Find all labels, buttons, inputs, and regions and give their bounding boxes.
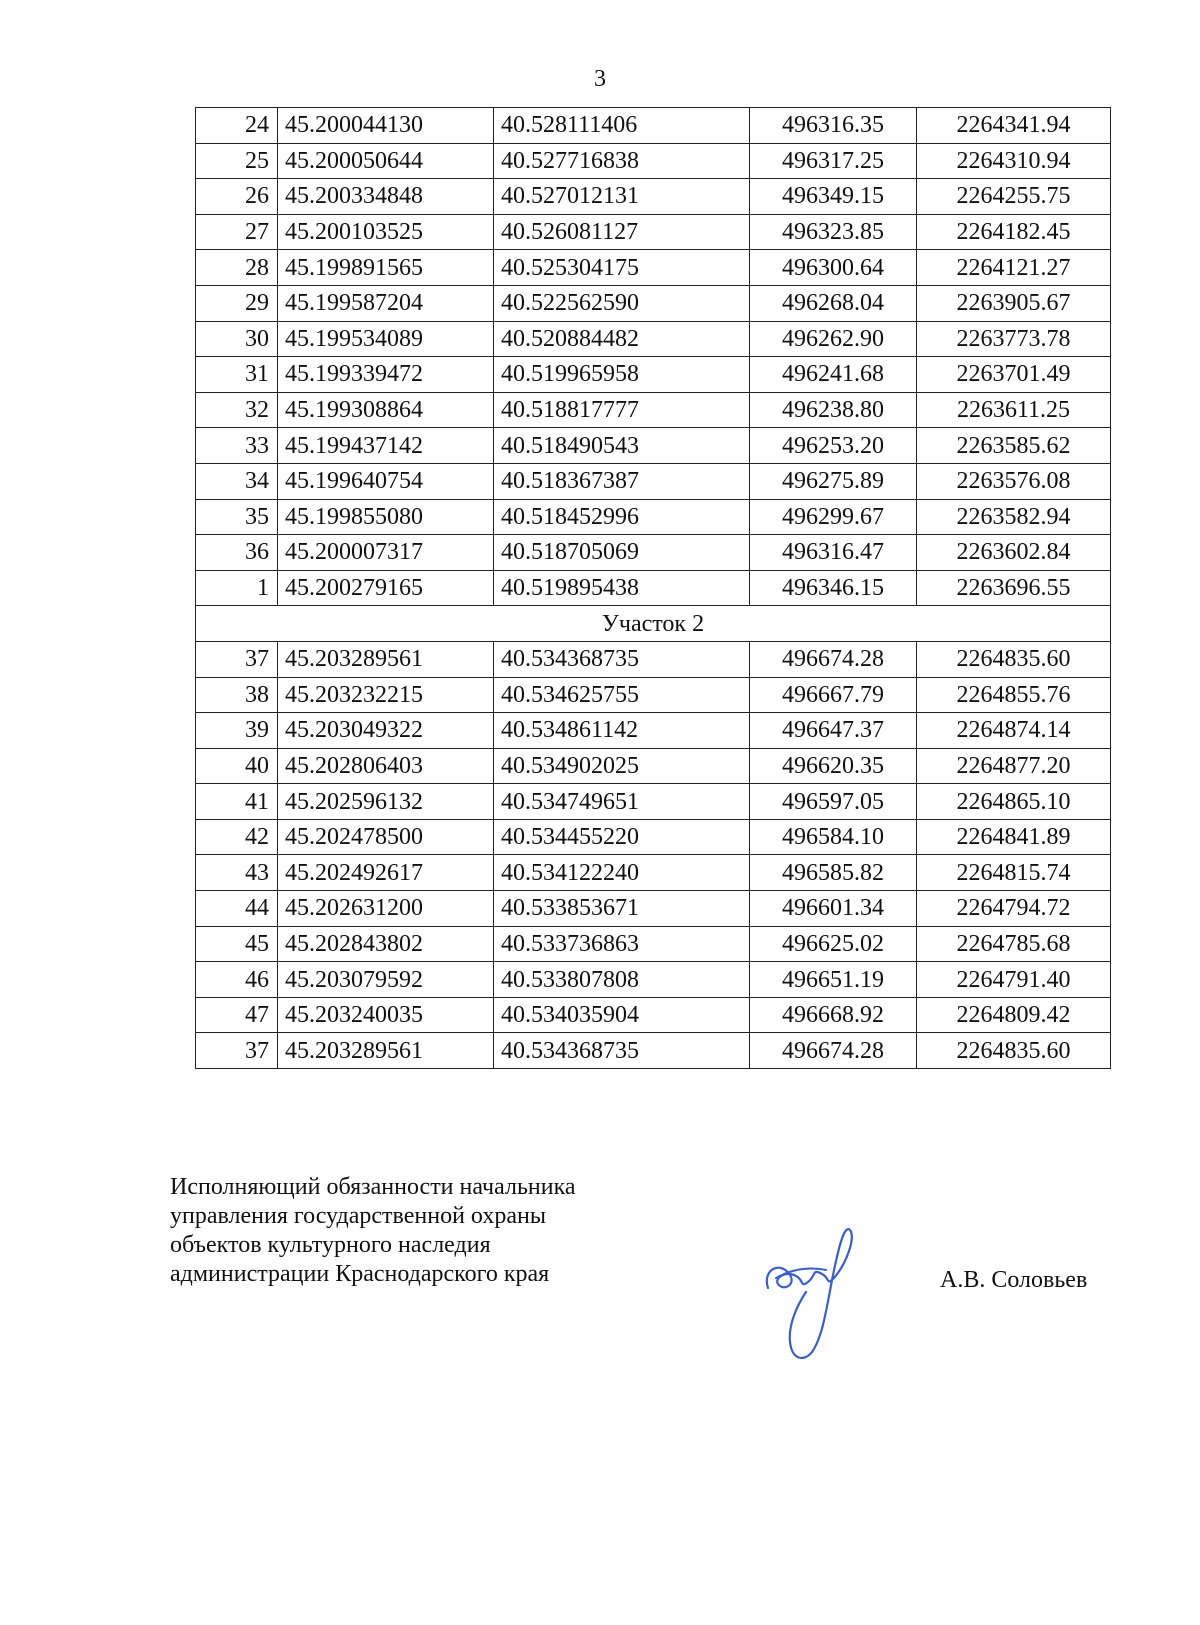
x-coordinate-cell: 496620.35 [750, 748, 917, 784]
x-coordinate-cell: 496651.19 [750, 962, 917, 998]
point-number-cell: 37 [196, 1033, 278, 1069]
point-number-cell: 26 [196, 179, 278, 215]
table-row [196, 392, 1111, 428]
point-number-cell: 35 [196, 499, 278, 535]
latitude-cell: 45.202806403 [278, 748, 494, 784]
y-coordinate-cell: 2264255.75 [917, 179, 1111, 215]
longitude-cell: 40.534455220 [494, 819, 750, 855]
y-coordinate-cell: 2264182.45 [917, 214, 1111, 250]
y-coordinate-cell: 2264877.20 [917, 748, 1111, 784]
point-number-cell: 38 [196, 677, 278, 713]
y-coordinate-cell: 2263701.49 [917, 357, 1111, 393]
x-coordinate-cell: 496584.10 [750, 819, 917, 855]
point-number-cell: 39 [196, 713, 278, 749]
y-coordinate-cell: 2263602.84 [917, 535, 1111, 571]
longitude-cell: 40.526081127 [494, 214, 750, 250]
longitude-cell: 40.534368735 [494, 641, 750, 677]
x-coordinate-cell: 496349.15 [750, 179, 917, 215]
table-row [196, 321, 1111, 357]
latitude-cell: 45.202631200 [278, 891, 494, 927]
latitude-cell: 45.200050644 [278, 143, 494, 179]
point-number-cell: 47 [196, 997, 278, 1033]
latitude-cell: 45.199534089 [278, 321, 494, 357]
point-number-cell: 32 [196, 392, 278, 428]
x-coordinate-cell: 496667.79 [750, 677, 917, 713]
table-row [196, 463, 1111, 499]
x-coordinate-cell: 496241.68 [750, 357, 917, 393]
latitude-cell: 45.200103525 [278, 214, 494, 250]
x-coordinate-cell: 496601.34 [750, 891, 917, 927]
table-row [196, 926, 1111, 962]
x-coordinate-cell: 496346.15 [750, 570, 917, 606]
longitude-cell: 40.527716838 [494, 143, 750, 179]
y-coordinate-cell: 2264791.40 [917, 962, 1111, 998]
y-coordinate-cell: 2263585.62 [917, 428, 1111, 464]
y-coordinate-cell: 2263696.55 [917, 570, 1111, 606]
longitude-cell: 40.519895438 [494, 570, 750, 606]
table-row [196, 570, 1111, 606]
point-number-cell: 29 [196, 285, 278, 321]
section-label: Участок 2 [196, 606, 1111, 642]
longitude-cell: 40.534861142 [494, 713, 750, 749]
y-coordinate-cell: 2264855.76 [917, 677, 1111, 713]
page-number: 3 [594, 66, 606, 92]
latitude-cell: 45.199308864 [278, 392, 494, 428]
y-coordinate-cell: 2264785.68 [917, 926, 1111, 962]
y-coordinate-cell: 2264835.60 [917, 1033, 1111, 1069]
latitude-cell: 45.203289561 [278, 1033, 494, 1069]
x-coordinate-cell: 496625.02 [750, 926, 917, 962]
point-number-cell: 34 [196, 463, 278, 499]
latitude-cell: 45.200279165 [278, 570, 494, 606]
latitude-cell: 45.200007317 [278, 535, 494, 571]
y-coordinate-cell: 2263773.78 [917, 321, 1111, 357]
point-number-cell: 27 [196, 214, 278, 250]
longitude-cell: 40.518705069 [494, 535, 750, 571]
longitude-cell: 40.518452996 [494, 499, 750, 535]
table-row [196, 1033, 1111, 1069]
longitude-cell: 40.533807808 [494, 962, 750, 998]
signer-name: А.В. Соловьев [940, 1267, 1088, 1293]
table-row [196, 855, 1111, 891]
x-coordinate-cell: 496262.90 [750, 321, 917, 357]
x-coordinate-cell: 496585.82 [750, 855, 917, 891]
y-coordinate-cell: 2263905.67 [917, 285, 1111, 321]
y-coordinate-cell: 2264310.94 [917, 143, 1111, 179]
signer-position-line: Исполняющий обязанности начальника [170, 1174, 576, 1200]
latitude-cell: 45.200334848 [278, 179, 494, 215]
signer-position-line: объектов культурного наследия [170, 1232, 491, 1258]
y-coordinate-cell: 2263576.08 [917, 463, 1111, 499]
point-number-cell: 33 [196, 428, 278, 464]
y-coordinate-cell: 2263582.94 [917, 499, 1111, 535]
latitude-cell: 45.203049322 [278, 713, 494, 749]
signer-position-line: администрации Краснодарского края [170, 1261, 550, 1287]
longitude-cell: 40.518817777 [494, 392, 750, 428]
y-coordinate-cell: 2264121.27 [917, 250, 1111, 286]
x-coordinate-cell: 496323.85 [750, 214, 917, 250]
longitude-cell: 40.520884482 [494, 321, 750, 357]
longitude-cell: 40.534035904 [494, 997, 750, 1033]
table-row [196, 179, 1111, 215]
table-row [196, 641, 1111, 677]
latitude-cell: 45.202492617 [278, 855, 494, 891]
point-number-cell: 40 [196, 748, 278, 784]
latitude-cell: 45.199587204 [278, 285, 494, 321]
x-coordinate-cell: 496317.25 [750, 143, 917, 179]
signer-position-line: управления государственной охраны [170, 1203, 546, 1229]
longitude-cell: 40.528111406 [494, 108, 750, 144]
y-coordinate-cell: 2264794.72 [917, 891, 1111, 927]
latitude-cell: 45.203289561 [278, 641, 494, 677]
point-number-cell: 43 [196, 855, 278, 891]
signer-position [170, 1173, 576, 1289]
y-coordinate-cell: 2263611.25 [917, 392, 1111, 428]
table-row [196, 997, 1111, 1033]
handwritten-signature [760, 1220, 870, 1370]
y-coordinate-cell: 2264865.10 [917, 784, 1111, 820]
x-coordinate-cell: 496647.37 [750, 713, 917, 749]
longitude-cell: 40.525304175 [494, 250, 750, 286]
latitude-cell: 45.199437142 [278, 428, 494, 464]
x-coordinate-cell: 496668.92 [750, 997, 917, 1033]
x-coordinate-cell: 496597.05 [750, 784, 917, 820]
point-number-cell: 25 [196, 143, 278, 179]
point-number-cell: 42 [196, 819, 278, 855]
table-row [196, 214, 1111, 250]
table-row [196, 357, 1111, 393]
latitude-cell: 45.203232215 [278, 677, 494, 713]
table-row [196, 285, 1111, 321]
latitude-cell: 45.202478500 [278, 819, 494, 855]
latitude-cell: 45.202843802 [278, 926, 494, 962]
y-coordinate-cell: 2264841.89 [917, 819, 1111, 855]
longitude-cell: 40.533853671 [494, 891, 750, 927]
x-coordinate-cell: 496299.67 [750, 499, 917, 535]
latitude-cell: 45.199640754 [278, 463, 494, 499]
x-coordinate-cell: 496268.04 [750, 285, 917, 321]
x-coordinate-cell: 496316.47 [750, 535, 917, 571]
longitude-cell: 40.534625755 [494, 677, 750, 713]
point-number-cell: 44 [196, 891, 278, 927]
table-row [196, 677, 1111, 713]
y-coordinate-cell: 2264341.94 [917, 108, 1111, 144]
point-number-cell: 1 [196, 570, 278, 606]
x-coordinate-cell: 496238.80 [750, 392, 917, 428]
point-number-cell: 36 [196, 535, 278, 571]
section-row [196, 606, 1111, 642]
point-number-cell: 24 [196, 108, 278, 144]
latitude-cell: 45.199891565 [278, 250, 494, 286]
table-row [196, 713, 1111, 749]
x-coordinate-cell: 496316.35 [750, 108, 917, 144]
longitude-cell: 40.534902025 [494, 748, 750, 784]
table-row [196, 535, 1111, 571]
longitude-cell: 40.534122240 [494, 855, 750, 891]
latitude-cell: 45.202596132 [278, 784, 494, 820]
table-row [196, 428, 1111, 464]
x-coordinate-cell: 496300.64 [750, 250, 917, 286]
latitude-cell: 45.199855080 [278, 499, 494, 535]
longitude-cell: 40.519965958 [494, 357, 750, 393]
longitude-cell: 40.522562590 [494, 285, 750, 321]
y-coordinate-cell: 2264809.42 [917, 997, 1111, 1033]
x-coordinate-cell: 496674.28 [750, 641, 917, 677]
x-coordinate-cell: 496253.20 [750, 428, 917, 464]
table-row [196, 143, 1111, 179]
point-number-cell: 31 [196, 357, 278, 393]
y-coordinate-cell: 2264835.60 [917, 641, 1111, 677]
longitude-cell: 40.518490543 [494, 428, 750, 464]
table-row [196, 108, 1111, 144]
y-coordinate-cell: 2264815.74 [917, 855, 1111, 891]
longitude-cell: 40.534749651 [494, 784, 750, 820]
table-row [196, 499, 1111, 535]
table-row [196, 784, 1111, 820]
point-number-cell: 45 [196, 926, 278, 962]
table-row [196, 819, 1111, 855]
point-number-cell: 37 [196, 641, 278, 677]
table-row [196, 962, 1111, 998]
x-coordinate-cell: 496674.28 [750, 1033, 917, 1069]
point-number-cell: 41 [196, 784, 278, 820]
point-number-cell: 46 [196, 962, 278, 998]
latitude-cell: 45.199339472 [278, 357, 494, 393]
longitude-cell: 40.534368735 [494, 1033, 750, 1069]
table-row [196, 250, 1111, 286]
longitude-cell: 40.518367387 [494, 463, 750, 499]
latitude-cell: 45.203240035 [278, 997, 494, 1033]
coordinates-table [195, 107, 1111, 1069]
table-row [196, 891, 1111, 927]
latitude-cell: 45.203079592 [278, 962, 494, 998]
table-row [196, 748, 1111, 784]
latitude-cell: 45.200044130 [278, 108, 494, 144]
point-number-cell: 30 [196, 321, 278, 357]
longitude-cell: 40.533736863 [494, 926, 750, 962]
x-coordinate-cell: 496275.89 [750, 463, 917, 499]
point-number-cell: 28 [196, 250, 278, 286]
y-coordinate-cell: 2264874.14 [917, 713, 1111, 749]
longitude-cell: 40.527012131 [494, 179, 750, 215]
